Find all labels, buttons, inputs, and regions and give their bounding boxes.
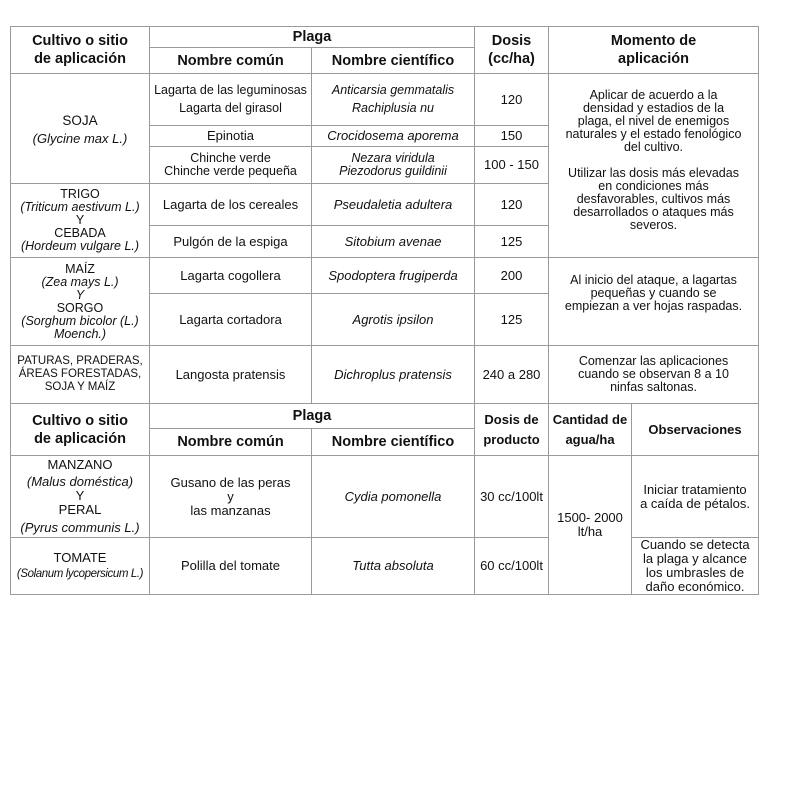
crop-tomate: TOMATE (Solanum lycopersicum L.) xyxy=(11,538,150,595)
header-cultivo: Cultivo o sitio de aplicación xyxy=(11,27,150,74)
header-nombre-comun: Nombre común xyxy=(150,48,312,74)
header2-nombre-cientifico: Nombre científico xyxy=(312,429,475,456)
crop-maiz-sorgo: MAÍZ (Zea mays L.) Y SORGO (Sorghum bicolor (L.) Moench.) xyxy=(11,258,150,346)
table-row xyxy=(11,456,759,538)
crop-trigo-cebada: TRIGO (Triticum aestivum L.) Y CEBADA (Hordeum vulgare L.) xyxy=(11,184,150,258)
product-table xyxy=(10,26,759,595)
pest-common: Polilla del tomate xyxy=(150,538,312,595)
pest-scientific: Dichroplus pratensis xyxy=(312,346,475,404)
document-tables xyxy=(10,26,758,595)
header2-cultivo: Cultivo o sitio de aplicación xyxy=(11,404,150,456)
pest-common: Lagarta de las leguminosas Lagarta del girasol xyxy=(150,74,312,126)
dose: 125 xyxy=(475,294,549,346)
dose: 125 xyxy=(475,226,549,258)
pest-common: Chinche verde Chinche verde pequeña xyxy=(150,147,312,184)
pest-scientific: Tutta absoluta xyxy=(312,538,475,595)
dose: 120 xyxy=(475,74,549,126)
pest-common: Epinotia xyxy=(150,126,312,147)
header2-agua: Cantidad de agua/ha xyxy=(549,404,632,456)
crop-soja: SOJA (Glycine max L.) xyxy=(11,74,150,184)
dose: 30 cc/100lt xyxy=(475,456,549,538)
pest-common: Pulgón de la espiga xyxy=(150,226,312,258)
dose: 150 xyxy=(475,126,549,147)
pest-common: Lagarta cortadora xyxy=(150,294,312,346)
observation: Iniciar tratamiento a caída de pétalos. xyxy=(632,456,759,538)
header2-observaciones: Observaciones xyxy=(632,404,759,456)
pest-common: Lagarta de los cereales xyxy=(150,184,312,226)
crop-manzano-peral: MANZANO (Malus doméstica) Y PERAL (Pyrus communis L.) xyxy=(11,456,150,538)
momento-soja-trigo: Aplicar de acuerdo a la densidad y estadios de la plaga, el nivel de enemigos naturales y el estado fenológico del cultivo. Utilizar las dosis más elevadas en condiciones más desfavorables, cultivos más desarrollados o ataques más severos. xyxy=(549,74,759,258)
pest-scientific: Agrotis ipsilon xyxy=(312,294,475,346)
pest-common: Gusano de las peras y las manzanas xyxy=(150,456,312,538)
header2-nombre-comun: Nombre común xyxy=(150,429,312,456)
dose: 120 xyxy=(475,184,549,226)
table-row xyxy=(11,346,759,404)
momento-maiz: Al inicio del ataque, a lagartas pequeñas y cuando se empiezan a ver hojas raspadas. xyxy=(549,258,759,346)
table-row xyxy=(11,538,759,595)
header-nombre-cientifico: Nombre científico xyxy=(312,48,475,74)
pest-common: Langosta pratensis xyxy=(150,346,312,404)
dose: 240 a 280 xyxy=(475,346,549,404)
header2-plaga: Plaga xyxy=(150,404,475,429)
header-dosis: Dosis (cc/ha) xyxy=(475,27,549,74)
pest-scientific: Crocidosema aporema xyxy=(312,126,475,147)
pest-scientific: Nezara viridula Piezodorus guildinii xyxy=(312,147,475,184)
crop-pasturas: PATURAS, PRADERAS, ÁREAS FORESTADAS, SOJA Y MAÍZ xyxy=(11,346,150,404)
observation: Cuando se detecta la plaga y alcance los umbrasles de daño económico. xyxy=(632,538,759,595)
dose: 100 - 150 xyxy=(475,147,549,184)
table-row xyxy=(11,74,759,126)
pest-common: Lagarta cogollera xyxy=(150,258,312,294)
header-plaga: Plaga xyxy=(150,27,475,48)
pest-scientific: Anticarsia gemmatalis Rachiplusia nu xyxy=(312,74,475,126)
pest-scientific: Cydia pomonella xyxy=(312,456,475,538)
header2-dosis: Dosis de producto xyxy=(475,404,549,456)
dose: 60 cc/100lt xyxy=(475,538,549,595)
table-row xyxy=(11,258,759,294)
momento-pasturas: Comenzar las aplicaciones cuando se observan 8 a 10 ninfas saltonas. xyxy=(549,346,759,404)
pest-scientific: Sitobium avenae xyxy=(312,226,475,258)
pest-scientific: Pseudaletia adultera xyxy=(312,184,475,226)
header-momento: Momento de aplicación xyxy=(549,27,759,74)
water-quantity: 1500- 2000 lt/ha xyxy=(549,456,632,595)
pest-scientific: Spodoptera frugiperda xyxy=(312,258,475,294)
dose: 200 xyxy=(475,258,549,294)
